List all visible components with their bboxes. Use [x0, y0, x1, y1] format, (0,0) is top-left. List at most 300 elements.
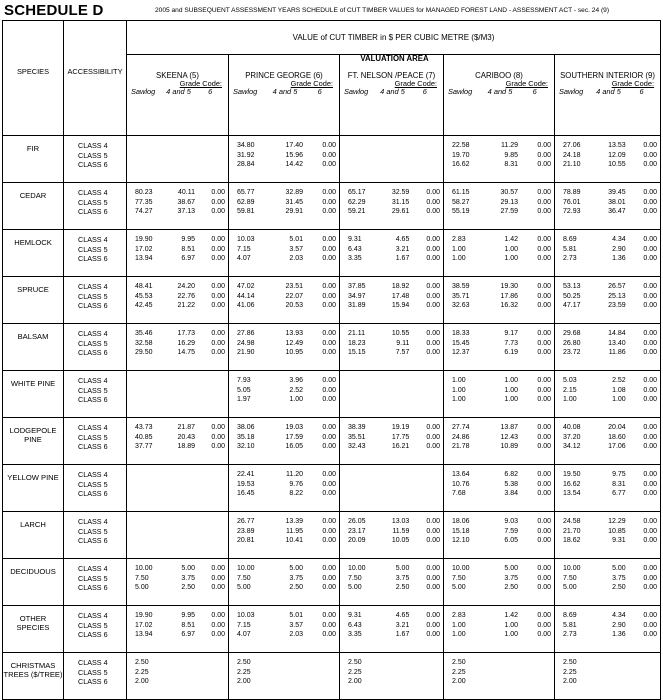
value-cell	[340, 559, 444, 606]
value: 0.00	[643, 161, 658, 168]
value: 0.00	[643, 386, 658, 394]
value: 0.00	[537, 574, 551, 582]
value-cell	[340, 277, 444, 324]
value-cell	[555, 324, 661, 371]
value: 0.00	[643, 621, 658, 629]
value: 2.50	[504, 584, 518, 591]
value-line	[563, 386, 657, 396]
class-label: CLASS 5	[78, 385, 108, 395]
species-column-header: SPECIES	[3, 21, 64, 136]
grade-labels	[233, 87, 337, 96]
value: 13.03	[391, 518, 410, 525]
value-line	[563, 254, 657, 264]
value: 17.02	[135, 621, 153, 629]
class-label: CLASS 5	[78, 432, 108, 442]
class-label: CLASS 4	[78, 564, 108, 573]
value-line	[237, 574, 336, 584]
value: 0.00	[322, 396, 336, 403]
value-line	[563, 536, 657, 546]
value: 0.00	[211, 349, 225, 356]
value: 2.73	[563, 255, 577, 262]
value-line	[237, 611, 336, 621]
value: 0.00	[643, 490, 658, 497]
value: 37.77	[135, 443, 153, 450]
value: 0.00	[211, 255, 225, 262]
value: 0.00	[537, 565, 551, 572]
value: 2.50	[181, 584, 195, 591]
value-line	[452, 470, 551, 480]
grade-label: 6	[422, 87, 427, 97]
value-cell	[555, 371, 661, 418]
value: 2.50	[348, 659, 362, 666]
class-label: CLASS 6	[78, 207, 108, 216]
value: 8.31	[504, 161, 518, 168]
grade-label: Sawlog	[233, 87, 258, 97]
species-cell: WHITE PINE	[3, 371, 64, 418]
value: 0.00	[322, 621, 336, 629]
class-label: CLASS 5	[78, 573, 108, 583]
value: 0.00	[537, 584, 551, 591]
value: 39.45	[608, 189, 626, 196]
value: 26.05	[348, 518, 366, 525]
value-line	[563, 141, 657, 151]
value: 19.90	[135, 236, 153, 243]
value: 6.19	[504, 349, 518, 356]
value: 2.03	[289, 631, 303, 638]
accessibility-cell	[64, 183, 127, 230]
value: 0.00	[643, 377, 658, 384]
value-line	[452, 433, 551, 443]
class-label: CLASS 5	[78, 291, 108, 301]
value: 65.77	[237, 189, 255, 196]
value-line	[563, 301, 657, 311]
value: 0.00	[426, 621, 441, 629]
value-cell	[229, 606, 340, 653]
class-label: CLASS 5	[78, 150, 108, 160]
value-line	[563, 583, 657, 593]
class-label: CLASS 4	[78, 423, 108, 432]
value-line	[563, 160, 657, 170]
value-line	[135, 329, 225, 339]
value: 1.42	[504, 236, 518, 243]
class-label: CLASS 6	[78, 301, 108, 310]
value: 21.22	[177, 302, 195, 309]
accessibility-cell	[64, 653, 127, 700]
value: 9.03	[504, 518, 518, 525]
value: 2.90	[612, 245, 626, 253]
table-row	[3, 606, 661, 653]
value: 25.13	[608, 292, 626, 300]
value: 0.00	[426, 518, 441, 525]
value: 17.40	[285, 142, 303, 149]
table-row	[3, 465, 661, 512]
value: 0.00	[426, 292, 441, 300]
grade-label: 4 and 5	[166, 87, 191, 97]
value-line	[135, 611, 225, 621]
value: 0.00	[643, 396, 658, 403]
value-cell	[229, 230, 340, 277]
value-line	[135, 423, 225, 433]
value: 0.00	[322, 527, 336, 535]
value: 21.87	[177, 424, 195, 431]
value: 2.00	[452, 678, 466, 685]
table-body	[3, 21, 661, 700]
value-line	[452, 423, 551, 433]
value: 7.50	[563, 574, 577, 582]
value: 0.00	[537, 471, 551, 478]
value: 10.95	[285, 349, 303, 356]
class-label: CLASS 6	[78, 254, 108, 263]
value: 5.00	[563, 584, 577, 591]
value: 18.23	[348, 339, 366, 347]
value: 29.61	[391, 208, 410, 215]
value: 0.00	[211, 631, 225, 638]
value-line	[135, 339, 225, 349]
value-line	[237, 395, 336, 405]
value: 0.00	[426, 339, 441, 347]
value: 9.95	[181, 612, 195, 619]
value: 4.34	[612, 612, 626, 619]
value: 22.41	[237, 471, 255, 478]
value-line	[452, 564, 551, 574]
grade-code-label: Grade Code:	[611, 79, 655, 89]
value-line	[135, 188, 225, 198]
value-line	[135, 301, 225, 311]
table-row	[3, 136, 661, 183]
value-line	[563, 245, 657, 255]
class-label: CLASS 5	[78, 526, 108, 536]
value: 0.00	[643, 537, 658, 544]
value-line	[135, 207, 225, 217]
value: 9.95	[181, 236, 195, 243]
value: 11.95	[286, 527, 303, 535]
value-cell	[127, 230, 229, 277]
value: 2.90	[612, 621, 626, 629]
value-line	[348, 282, 440, 292]
value-line	[563, 433, 657, 443]
value: 10.03	[237, 236, 255, 243]
value-cell	[127, 136, 229, 183]
value: 2.25	[135, 668, 149, 676]
value-line	[135, 282, 225, 292]
value: 19.50	[563, 471, 581, 478]
value: 32.63	[452, 302, 470, 309]
value: 19.03	[285, 424, 303, 431]
value-line	[452, 517, 551, 527]
value-title: VALUE of CUT TIMBER in $ PER CUBIC METRE ($/M3)	[127, 21, 661, 55]
value-line	[348, 198, 440, 208]
value: 7.50	[237, 574, 251, 582]
value-cell	[555, 512, 661, 559]
grade-label: Sawlog	[344, 87, 369, 97]
value-line	[348, 564, 440, 574]
value: 1.97	[237, 396, 251, 403]
value: 1.00	[504, 245, 518, 253]
class-label: CLASS 6	[78, 630, 108, 639]
value: 43.73	[135, 424, 153, 431]
value: 10.00	[348, 565, 366, 572]
value-line	[135, 292, 225, 302]
value-cell	[555, 559, 661, 606]
value-line	[563, 198, 657, 208]
value-line	[452, 536, 551, 546]
value: 15.96	[285, 151, 303, 159]
value-line	[348, 630, 440, 640]
value-line	[563, 235, 657, 245]
value-line	[348, 207, 440, 217]
value: 0.00	[426, 349, 441, 356]
value: 29.91	[285, 208, 303, 215]
value: 0.00	[537, 302, 551, 309]
class-label: CLASS 4	[78, 517, 108, 526]
value: 9.17	[504, 330, 518, 337]
value-line	[237, 292, 336, 302]
value: 26.57	[608, 283, 626, 290]
class-label: CLASS 6	[78, 583, 108, 592]
value: 0.00	[643, 339, 658, 347]
value-line	[452, 329, 551, 339]
value: 5.38	[504, 480, 518, 488]
value: 3.75	[181, 574, 195, 582]
value: 19.53	[237, 480, 255, 488]
value: 0.00	[211, 245, 225, 253]
class-label: CLASS 4	[78, 282, 108, 291]
value-cell	[340, 653, 444, 700]
value-line	[563, 348, 657, 358]
grade-code-label: Grade Code:	[394, 79, 437, 89]
value: 0.00	[537, 189, 551, 196]
value: 0.00	[322, 612, 336, 619]
value: 0.00	[537, 490, 551, 497]
value: 58.27	[452, 198, 470, 206]
value-line	[452, 292, 551, 302]
species-cell: YELLOW PINE	[3, 465, 64, 512]
value-cell	[229, 465, 340, 512]
value: 10.76	[452, 480, 470, 488]
value: 0.00	[426, 612, 441, 619]
area-header	[555, 55, 660, 107]
value: 9.31	[612, 537, 626, 544]
value: 7.15	[237, 245, 251, 253]
value-line	[452, 489, 551, 499]
value-cell	[229, 653, 340, 700]
value: 0.00	[322, 443, 336, 450]
class-label: CLASS 4	[78, 470, 108, 479]
value-cell	[444, 606, 555, 653]
value: 72.93	[563, 208, 581, 215]
value-cell	[127, 183, 229, 230]
value: 0.00	[537, 245, 551, 253]
area-header	[229, 55, 339, 107]
value: 2.83	[452, 236, 466, 243]
value: 40.08	[563, 424, 581, 431]
value-line	[563, 527, 657, 537]
value: 1.00	[452, 631, 466, 638]
value-cell	[340, 136, 444, 183]
value: 0.00	[643, 424, 658, 431]
value-cell	[340, 230, 444, 277]
value-line	[348, 329, 440, 339]
value: 12.37	[452, 349, 470, 356]
value-line	[348, 348, 440, 358]
value-cell	[444, 277, 555, 324]
value: 8.22	[289, 490, 303, 497]
value-line	[563, 621, 657, 631]
value: 0.00	[426, 189, 441, 196]
value: 6.77	[612, 490, 626, 497]
value: 61.15	[452, 189, 470, 196]
value: 0.00	[537, 527, 551, 535]
value: 8.51	[181, 245, 195, 253]
value: 0.00	[211, 621, 225, 629]
value: 2.52	[289, 386, 303, 394]
value: 14.84	[608, 330, 626, 337]
value: 0.00	[322, 349, 336, 356]
value: 5.00	[181, 565, 195, 572]
accessibility-cell	[64, 559, 127, 606]
value: 28.84	[237, 161, 255, 168]
value: 0.00	[211, 292, 225, 300]
value-line	[237, 527, 336, 537]
value: 0.00	[643, 631, 658, 638]
value: 3.84	[504, 490, 518, 497]
accessibility-cell	[64, 465, 127, 512]
value: 2.25	[452, 668, 466, 676]
value: 0.00	[426, 574, 441, 582]
value: 10.00	[563, 565, 581, 572]
value: 0.00	[537, 349, 551, 356]
value-line	[237, 339, 336, 349]
value: 0.00	[426, 330, 441, 337]
value-line	[237, 235, 336, 245]
value-cell	[229, 559, 340, 606]
class-label: CLASS 4	[78, 611, 108, 620]
table-row	[3, 230, 661, 277]
value: 1.00	[504, 621, 518, 629]
value: 0.00	[322, 245, 336, 253]
table-row	[3, 653, 661, 700]
value-cell	[444, 371, 555, 418]
value-cell	[444, 559, 555, 606]
value-cell	[444, 653, 555, 700]
species-cell: CEDAR	[3, 183, 64, 230]
value: 10.05	[391, 537, 410, 544]
value-line	[348, 527, 440, 537]
value-line	[563, 517, 657, 527]
value: 40.11	[178, 189, 195, 196]
value: 0.00	[322, 151, 336, 159]
value-line	[348, 188, 440, 198]
value: 3.75	[395, 574, 410, 582]
value-line	[348, 339, 440, 349]
value: 13.40	[608, 339, 626, 347]
area-header	[444, 55, 554, 107]
value-cell	[127, 653, 229, 700]
value: 19.70	[452, 151, 470, 159]
value-line	[563, 292, 657, 302]
value: 0.00	[322, 490, 336, 497]
value: 0.00	[643, 565, 658, 572]
value: 9.31	[348, 236, 362, 243]
value: 11.29	[501, 142, 518, 149]
value: 26.77	[237, 518, 255, 525]
value: 34.12	[563, 443, 581, 450]
value: 19.30	[500, 283, 518, 290]
value: 0.00	[643, 480, 658, 488]
value-line	[237, 433, 336, 443]
value: 0.00	[537, 292, 551, 300]
value: 0.00	[537, 621, 551, 629]
value: 12.09	[608, 151, 626, 159]
value-line	[135, 564, 225, 574]
area-header-cell	[229, 55, 340, 136]
grade-labels	[448, 87, 552, 96]
class-label: CLASS 6	[78, 677, 108, 686]
value: 37.85	[348, 283, 366, 290]
value: 7.73	[504, 339, 518, 347]
value-cell	[555, 465, 661, 512]
value: 3.75	[504, 574, 518, 582]
value: 2.52	[612, 377, 626, 384]
value: 0.00	[537, 198, 551, 206]
value: 0.00	[537, 283, 551, 290]
value: 5.81	[563, 621, 577, 629]
value: 0.00	[643, 330, 658, 337]
grade-label: 4 and 5	[596, 87, 621, 97]
value: 5.00	[289, 565, 303, 572]
value: 10.00	[237, 565, 255, 572]
value: 0.00	[643, 527, 658, 535]
value: 21.70	[563, 527, 581, 535]
value: 76.01	[563, 198, 581, 206]
value: 10.55	[608, 161, 626, 168]
value: 10.00	[452, 565, 470, 572]
value-cell	[127, 418, 229, 465]
value: 0.00	[537, 396, 551, 403]
value: 0.00	[322, 283, 336, 290]
class-label: CLASS 5	[78, 479, 108, 489]
value: 6.43	[348, 621, 362, 629]
value: 21.11	[348, 330, 365, 337]
value: 2.25	[563, 668, 577, 676]
value-line	[237, 517, 336, 527]
value-line	[135, 668, 225, 678]
species-cell: OTHER SPECIES	[3, 606, 64, 653]
accessibility-column-header: ACCESSIBILITY	[64, 21, 127, 136]
value: 1.00	[504, 396, 518, 403]
value: 11.86	[608, 349, 626, 356]
value-line	[563, 574, 657, 584]
value: 15.45	[452, 339, 470, 347]
value: 0.00	[537, 424, 551, 431]
value-line	[237, 188, 336, 198]
value: 0.00	[426, 537, 441, 544]
value: 0.00	[322, 386, 336, 394]
value: 0.00	[426, 527, 441, 535]
value-cell	[555, 606, 661, 653]
value: 20.53	[285, 302, 303, 309]
value: 2.50	[289, 584, 303, 591]
value: 22.76	[177, 292, 195, 300]
value: 16.45	[237, 490, 255, 497]
grade-code-label: Grade Code:	[290, 79, 333, 89]
value-line	[452, 235, 551, 245]
value: 0.00	[322, 330, 336, 337]
value: 24.98	[237, 339, 255, 347]
class-label: CLASS 4	[78, 235, 108, 244]
value: 0.00	[643, 518, 658, 525]
value-line	[563, 339, 657, 349]
